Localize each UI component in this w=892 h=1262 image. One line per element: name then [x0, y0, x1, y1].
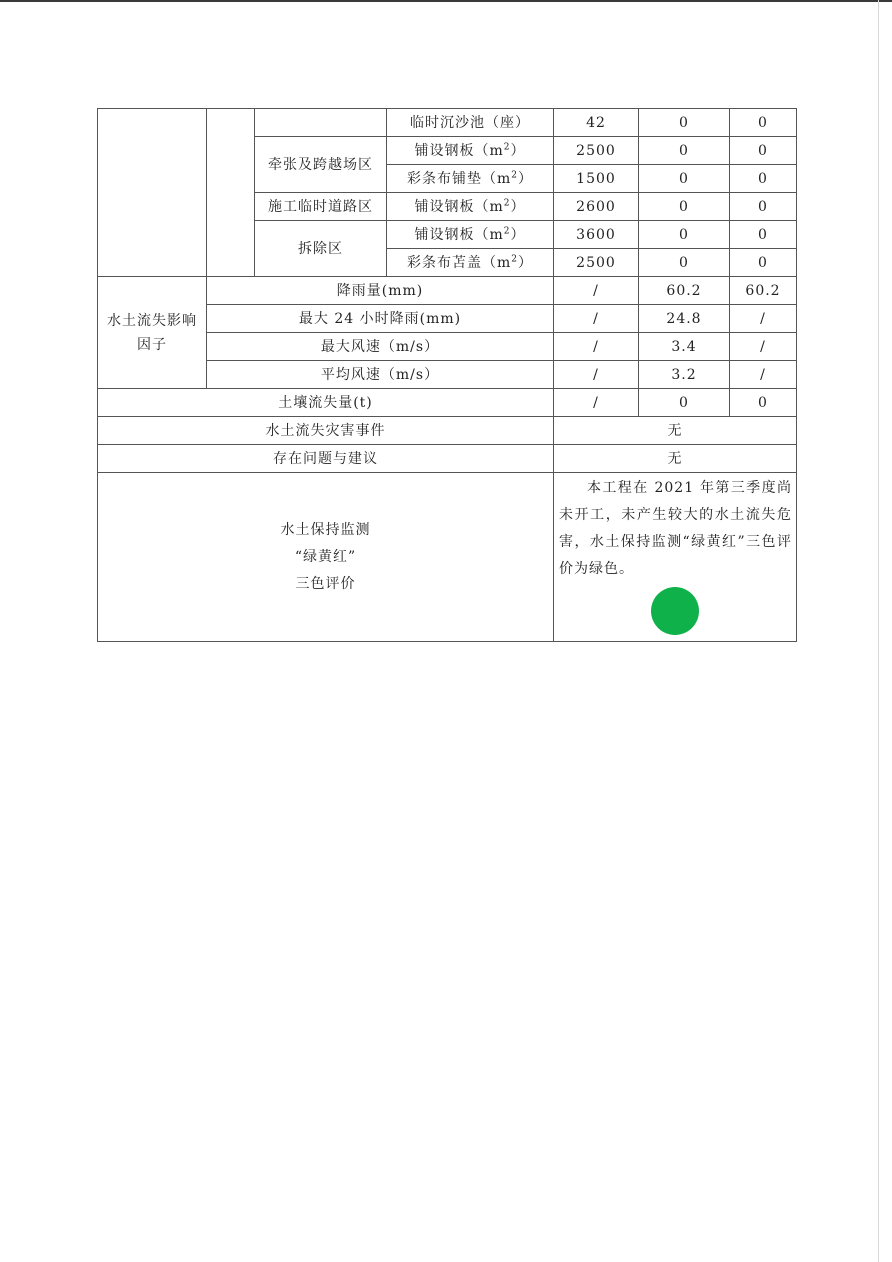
- value-cell: 1500: [554, 165, 639, 193]
- value-cell: 0: [730, 249, 797, 277]
- value-cell: 2500: [554, 137, 639, 165]
- blank-category-cell: [98, 109, 207, 277]
- area-cell: 牵张及跨越场区: [255, 137, 387, 193]
- monitoring-table: [97, 108, 797, 642]
- measure-cell: 铺设钢板$(m^2)$: [387, 221, 554, 249]
- blank-area-cell: [255, 109, 387, 137]
- value-cell: 24.8: [639, 305, 730, 333]
- factor-label-cell: 平均风速（m/s）: [207, 361, 554, 389]
- page-right-edge: [878, 0, 879, 1262]
- area-cell: 施工临时道路区: [255, 193, 387, 221]
- value-cell: 0: [639, 389, 730, 417]
- problems-value-cell: 无: [554, 445, 797, 473]
- value-cell: 0: [639, 221, 730, 249]
- value-cell: /: [554, 333, 639, 361]
- value-cell: /: [554, 277, 639, 305]
- value-cell: 0: [730, 165, 797, 193]
- value-cell: /: [554, 305, 639, 333]
- value-cell: /: [554, 389, 639, 417]
- rating-label-line2: “绿黄红”: [294, 548, 357, 565]
- value-cell: /: [730, 305, 797, 333]
- measure-cell: 铺设钢板$(m^2)$: [387, 137, 554, 165]
- value-cell: 60.2: [639, 277, 730, 305]
- table-row: [98, 473, 797, 642]
- value-cell: 0: [730, 109, 797, 137]
- value-cell: 0: [730, 389, 797, 417]
- disaster-value-cell: 无: [554, 417, 797, 445]
- value-cell: 0: [730, 221, 797, 249]
- table-row: [98, 417, 797, 445]
- measure-cell: 铺设钢板$(m^2)$: [387, 193, 554, 221]
- value-cell: 2600: [554, 193, 639, 221]
- factors-label-line1: 水土流失影响: [107, 312, 197, 329]
- factor-label-cell: 降雨量(mm): [207, 277, 554, 305]
- table-row: [98, 389, 797, 417]
- value-cell: 0: [639, 249, 730, 277]
- rating-content-cell: [554, 473, 797, 642]
- value-cell: /: [554, 361, 639, 389]
- value-cell: 0: [639, 193, 730, 221]
- value-cell: 0: [730, 137, 797, 165]
- soil-loss-label-cell: 土壤流失量(t): [98, 389, 554, 417]
- rating-label-line3: 三色评价: [295, 575, 356, 592]
- value-cell: 0: [639, 165, 730, 193]
- rating-label-cell: [98, 473, 554, 642]
- value-cell: 0: [639, 109, 730, 137]
- problems-label-cell: 存在问题与建议: [98, 445, 554, 473]
- value-cell: 3.2: [639, 361, 730, 389]
- value-cell: 2500: [554, 249, 639, 277]
- page-top-border: [0, 0, 892, 2]
- value-cell: 0: [639, 137, 730, 165]
- value-cell: 0: [730, 193, 797, 221]
- factor-label-cell: 最大风速（m/s）: [207, 333, 554, 361]
- factors-label-line2: 因子: [137, 336, 167, 353]
- rating-label-line1: 水土保持监测: [280, 521, 371, 538]
- measure-cell: 彩条布苫盖$(m^2)$: [387, 249, 554, 277]
- green-rating-indicator: [651, 587, 699, 635]
- table-row: [98, 445, 797, 473]
- value-cell: 42: [554, 109, 639, 137]
- value-cell: /: [730, 361, 797, 389]
- factor-label-cell: 最大 24 小时降雨(mm): [207, 305, 554, 333]
- table-row: [98, 109, 797, 137]
- measure-cell: 临时沉沙池（座）: [387, 109, 554, 137]
- value-cell: 3600: [554, 221, 639, 249]
- value-cell: 3.4: [639, 333, 730, 361]
- area-cell: 拆除区: [255, 221, 387, 277]
- rating-text: 本工程在 2021 年第三季度尚未开工，未产生较大的水土流失危害，水土保持监测“绿黄红”三色评价为绿色。: [559, 480, 792, 577]
- value-cell: 60.2: [730, 277, 797, 305]
- measure-cell: 彩条布铺垫$(m^2)$: [387, 165, 554, 193]
- table-row: [98, 277, 797, 305]
- factors-label-cell: [98, 277, 207, 389]
- value-cell: /: [730, 333, 797, 361]
- blank-subcategory-cell: [207, 109, 255, 277]
- disaster-label-cell: 水土流失灾害事件: [98, 417, 554, 445]
